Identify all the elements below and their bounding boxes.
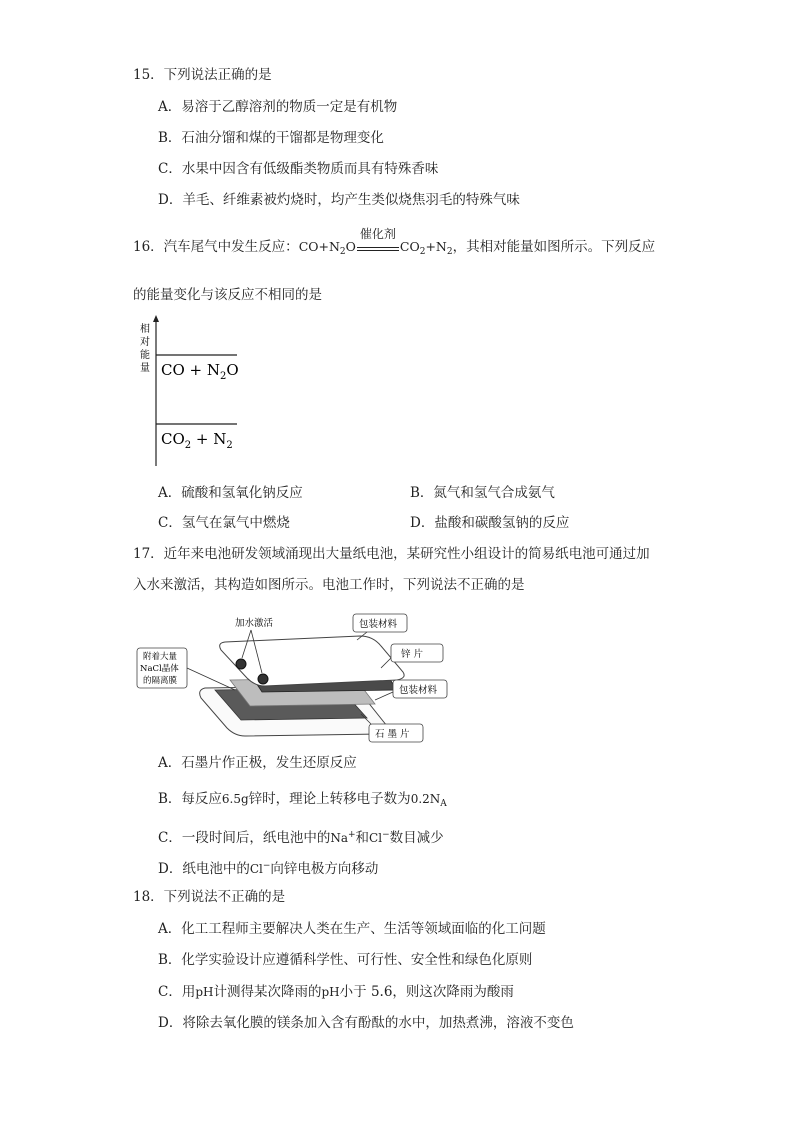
q15-option-a[interactable]: A．易溶于乙醇溶剂的物质一定是有机物 (158, 99, 398, 115)
ylabel-char-1: 相 (140, 324, 150, 335)
label-membrane-line2: NaCl晶体 (140, 664, 179, 674)
q17-option-b[interactable]: B．每反应6.5g锌时，理论上转移电子数为$0.2N_A$ (158, 791, 447, 809)
q16-catalyst-arrow (357, 227, 399, 251)
q18-option-d[interactable]: D．将除去氧化膜的镁条加入含有酚酞的水中，加热煮沸，溶液不变色 (158, 1015, 574, 1031)
top-packaging-layer (220, 636, 404, 686)
q16-stem-prefix: 16．汽车尾气中发生反应： (133, 239, 299, 255)
q16-option-c[interactable]: C．氢气在氯气中燃烧 (158, 515, 290, 531)
q16-stem-line1 (133, 227, 656, 261)
q18-stem: 18．下列说法不正确的是 (133, 889, 286, 905)
leader-packaging-bottom (375, 692, 393, 700)
lower-level-label: $CO_2 + N_2$ (161, 430, 233, 451)
q17-option-d[interactable]: D．纸电池中的Cl−向锌电极方向移动 (158, 861, 379, 877)
q16-stem-suffix: ，其相对能量如图所示。下列反应 (452, 239, 656, 255)
label-graphite: 石 墨 片 (375, 729, 410, 740)
q16-option-b[interactable]: B．氮气和氢气合成氨气 (410, 485, 555, 501)
q17-option-a[interactable]: A．石墨片作正极，发生还原反应 (158, 755, 357, 771)
q16-equation: $CO+N_2O$ 催化剂 $CO_2+N_2$ (298, 227, 453, 257)
q17-battery-figure (135, 608, 455, 748)
label-add-water: 加水激活 (235, 618, 274, 629)
q15-stem: 15．下列说法正确的是 (133, 67, 272, 83)
q17-stem-line2: 入水来激活，其构造如图所示。电池工作时，下列说法不正确的是 (133, 577, 525, 593)
q18-option-a[interactable]: A．化工工程师主要解决人类在生产、生活等领域面临的化工问题 (158, 921, 546, 937)
q18-option-c[interactable]: C．用pH计测得某次降雨的pH小于 5.6，则这次降雨为酸雨 (158, 984, 514, 1000)
water-hole-2 (258, 674, 268, 684)
label-membrane-line1: 附着大量 (143, 652, 178, 662)
ylabel-char-3: 能 (140, 350, 150, 361)
q17-option-c[interactable]: C．一段时间后，纸电池中的Na+和Cl−数目减少 (158, 830, 444, 846)
upper-level-label: CO + $N_2O$ (161, 361, 239, 382)
ylabel-char-2: 对 (140, 337, 150, 348)
q18-option-b[interactable]: B．化学实验设计应遵循科学性、可行性、安全性和绿色化原则 (158, 952, 533, 968)
label-packaging-bottom: 包装材料 (399, 685, 438, 696)
label-zinc: 锌 片 (401, 649, 424, 660)
water-hole-1 (236, 659, 246, 669)
q16-option-d[interactable]: D．盐酸和碳酸氢钠的反应 (410, 515, 570, 531)
ylabel-char-4: 量 (140, 363, 150, 374)
q15-option-b[interactable]: B．石油分馏和煤的干馏都是物理变化 (158, 130, 384, 146)
q16-stem-line2: 的能量变化与该反应不相同的是 (133, 287, 322, 303)
leader-membrane (187, 668, 235, 690)
label-packaging-top: 包装材料 (359, 619, 398, 630)
q16-energy-diagram (130, 310, 260, 472)
q16-catalyst: 催化剂 (359, 227, 396, 241)
y-axis-arrow (153, 315, 159, 322)
label-membrane-line3: 的隔离膜 (143, 676, 178, 686)
q15-option-d[interactable]: D．羊毛、纤维素被灼烧时，均产生类似烧焦羽毛的特殊气味 (158, 192, 520, 208)
q15-option-c[interactable]: C．水果中因含有低级酯类物质而具有特殊香味 (158, 161, 439, 177)
q17-stem-line1: 17．近年来电池研发领域涌现出大量纸电池，某研究性小组设计的简易纸电池可通过加 (133, 546, 650, 562)
q16-option-a[interactable]: A．硫酸和氢氧化钠反应 (158, 485, 303, 501)
